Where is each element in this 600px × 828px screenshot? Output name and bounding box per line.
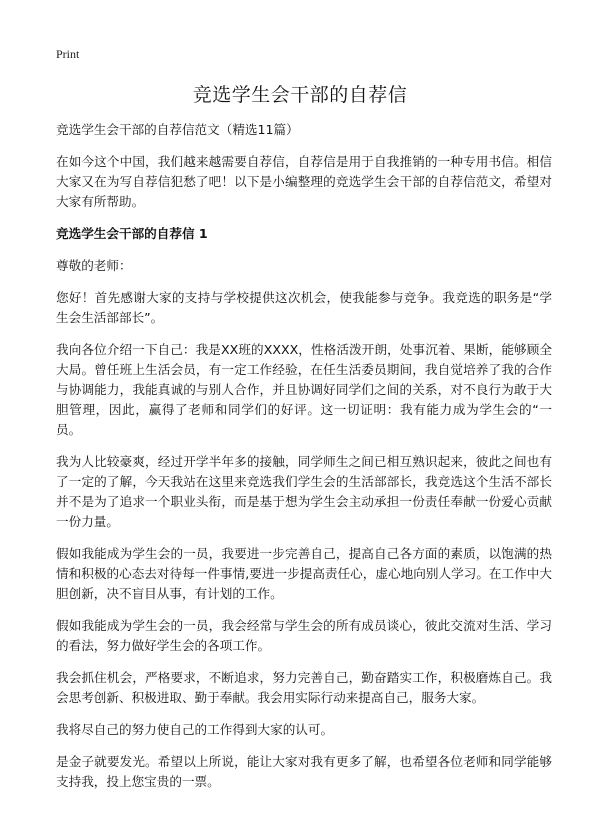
body-paragraph-5: 假如我能成为学生会的一员，我会经常与学生会的所有成员谈心，彼此交流对生活、学习的看法，努力做好学生会的各项工作。	[56, 618, 552, 653]
body-paragraph-4: 假如我能成为学生会的一员，我要进一步完善自己，提高自己各方面的素质，以饱满的热情和积极的心态去对待每一件事情,要进一步提高责任心，虚心地向别人学习。在工作中大胆创新，决不盲目从事，有计划的工作。	[56, 546, 552, 601]
body-paragraph-8: 是金子就要发光。希望以上所说，能让大家对我有更多了解，也希望各位老师和同学能够支持我，投上您宝贵的一票。	[56, 754, 552, 789]
intro-paragraph: 在如今这个中国，我们越来越需要自荐信，自荐信是用于自我推销的一种专用书信。相信大家又在为写自荐信犯愁了吧！以下是小编整理的竞选学生会干部的自荐信范文，希望对大家有所帮助。	[56, 154, 552, 209]
document-title: 竞选学生会干部的自荐信	[192, 84, 408, 106]
section-heading: 竞选学生会干部的自荐信 1	[56, 226, 208, 241]
body-paragraph-7: 我将尽自己的努力使自己的工作得到大家的认可。	[56, 722, 334, 737]
document-subtitle: 竞选学生会干部的自荐信范文（精选11篇）	[56, 122, 299, 137]
body-paragraph-2: 我向各位介绍一下自己：我是XX班的XXXX，性格活泼开朗，处事沉着、果断，能够顾全大局。曾任班上生活会员，有一定工作经验，在任生活委员期间，我自觉培养了我的合作与协调能力，我能真诚的与别人合作，并且协调好同学们之间的关系，对不良行为敢于大胆管理，因此，赢得了老师和同学们的好评。这一切证明：我有能力成为学生会的“一员。	[56, 342, 552, 437]
print-link[interactable]: Print	[56, 47, 80, 61]
body-paragraph-6: 我会抓住机会，严格要求，不断追求，努力完善自己，勤奋踏实工作，积极磨炼自己。我会思考创新、积极进取、勤于奉献。我会用实际行动来提高自己，服务大家。	[56, 670, 552, 705]
document-body	[56, 120, 552, 804]
body-paragraph-3: 我为人比较豪爽，经过开学半年多的接触，同学师生之间已相互熟识起来，彼此之间也有了一定的了解，今天我站在这里来竞选我们学生会的生活部部长，我竞选这个生活不部长并不是为了追求一个职业头衔，而是基于想为学生会主动承担一份责任奉献一份爱心贡献一份力量。	[56, 454, 552, 529]
salutation: 尊敬的老师：	[56, 258, 132, 273]
body-paragraph-1: 您好！首先感谢大家的支持与学校提供这次机会，使我能参与竞争。我竞选的职务是“学生会生活部部长”。	[56, 290, 552, 325]
